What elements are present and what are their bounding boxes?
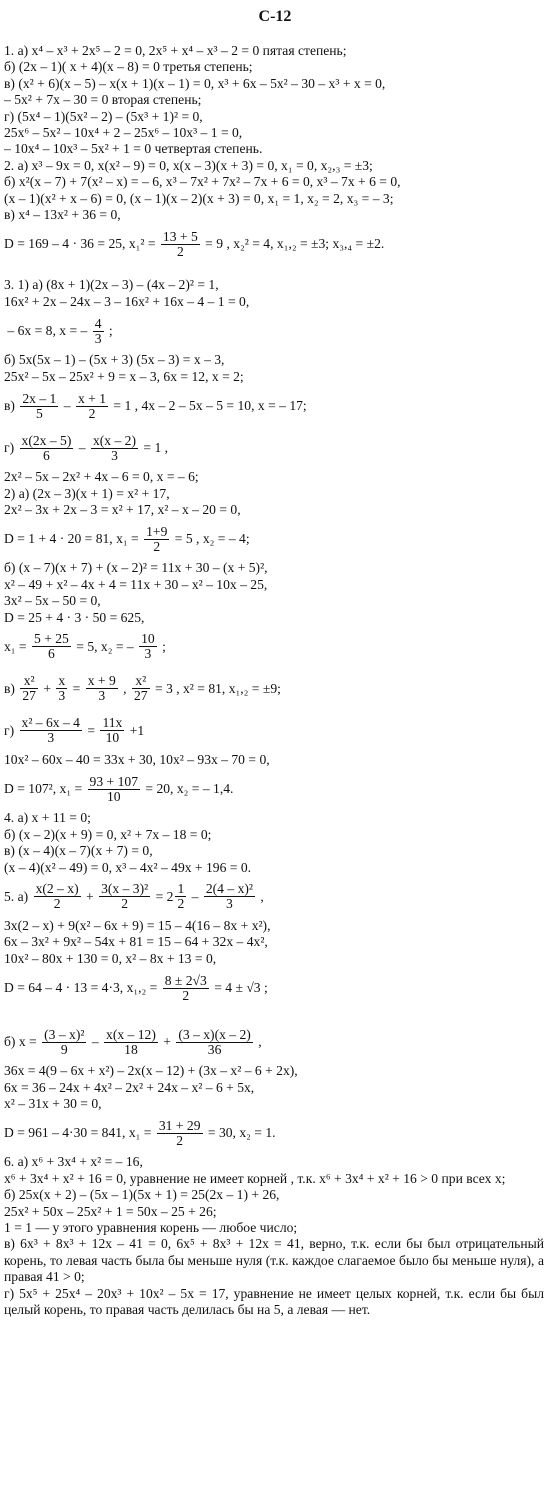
- denominator: 18: [124, 1041, 138, 1057]
- line: 2x² – 3x + 2x – 3 = x² + 17, x² – x – 20 = 0,: [4, 501, 241, 517]
- denominator: 3: [58, 688, 66, 704]
- line: 3x(2 – x) + 9(x² – 6x + 9) = 15 – 4(16 – 8x + x²),: [4, 917, 271, 933]
- text: г): [4, 722, 18, 738]
- text: =: [69, 680, 84, 696]
- numerator: (3 – x)(x – 2): [178, 1026, 251, 1042]
- denominator: 3: [226, 896, 233, 912]
- line: 25x⁶ – 5x² – 10x⁴ + 2 – 25x⁶ – 10x³ – 1 = 0,: [4, 125, 243, 141]
- text: ,: [256, 888, 264, 904]
- numerator: 3(x – 3)²: [101, 881, 149, 897]
- text: –: [188, 888, 202, 904]
- text: –: [60, 398, 74, 414]
- text: +: [39, 680, 55, 696]
- denominator: 36: [207, 1041, 222, 1057]
- formula-line: [4, 967, 544, 1009]
- fraction: [139, 632, 157, 661]
- line: 36x = 4(9 – 6x + x²) – 2x(x – 12) + (3x – x² – 6 + 2x),: [4, 1063, 298, 1079]
- denominator: 27: [22, 688, 36, 704]
- numerator: 8 ± 2√3: [164, 972, 207, 988]
- numerator: x² – 6x – 4: [21, 715, 80, 731]
- numerator: 13 + 5: [162, 228, 198, 244]
- formula-line: [4, 385, 544, 427]
- line: 10x² – 60x – 40 = 33x + 30, 10x² – 93x – 70 = 0,: [4, 751, 270, 767]
- line: в) (x – 4)(x – 7)(x + 7) = 0,: [4, 843, 153, 859]
- formula-line: [4, 768, 544, 810]
- line: 3. 1) а) (8x + 1)(2x – 3) – (4x – 2)² = 1,: [4, 277, 219, 293]
- fraction: [176, 1028, 252, 1057]
- fraction: [204, 882, 255, 911]
- text: D = 169 – 4 · 36 = 25, x₁² =: [4, 236, 159, 252]
- fraction: [34, 882, 81, 911]
- text: г): [4, 440, 18, 456]
- text: = 3 , x² = 81, x₁,₂ = ±9;: [151, 680, 281, 696]
- line: б) x²(x – 7) + 7(x² – x) = – 6, x³ – 7x² + 7x² – 7x + 6 = 0, x³ – 7x + 6 = 0,: [4, 174, 401, 190]
- line: в) x⁴ – 13x² + 36 = 0,: [4, 207, 121, 223]
- paragraph: x⁶ + 3x⁴ + x² + 16 = 0, уравнение не имеет корней , т.к. x⁶ + 3x⁴ + x² + 16 > 0 при всех x;: [4, 1170, 506, 1186]
- line: (x – 4)(x² – 49) = 0, x³ – 4x² – 49x + 196 = 0.: [4, 859, 252, 875]
- numerator: 1: [177, 881, 185, 897]
- text: = 5, x₂ = –: [72, 638, 138, 654]
- numerator: 1+9: [146, 523, 168, 539]
- numerator: x(x – 12): [106, 1026, 156, 1042]
- fraction: [91, 434, 138, 463]
- text: = 9 , x₂² = 4, x₁,₂ = ±3; x₃,₄ = ±2.: [201, 236, 385, 252]
- line: 25x² – 5x – 25x² + 9 = x – 3, 6x = 12, x = 2;: [4, 368, 244, 384]
- fraction: [56, 674, 67, 703]
- denominator: 9: [60, 1041, 68, 1057]
- numerator: 2(4 – x)²: [205, 881, 253, 897]
- formula-line: [4, 668, 544, 710]
- numerator: x²: [20, 674, 38, 689]
- numerator: x + 1: [77, 390, 106, 406]
- denominator: 5: [35, 405, 43, 421]
- denominator: 3: [47, 730, 55, 746]
- numerator: x(x – 2): [92, 432, 136, 448]
- numerator: 31 + 29: [158, 1117, 201, 1133]
- formula-line: [4, 223, 544, 265]
- text: –: [75, 440, 89, 456]
- fraction: [20, 392, 58, 421]
- text: ;: [105, 323, 113, 339]
- line: 2x² – 5x – 2x² + 4x – 6 = 0, x = – 6;: [4, 469, 199, 485]
- text: – 6x = 8, x = –: [4, 323, 91, 339]
- text: +1: [126, 722, 145, 738]
- numerator: 5 + 25: [34, 631, 69, 647]
- numerator: 2x – 1: [22, 390, 57, 406]
- text: = 1 ,: [140, 440, 169, 456]
- numerator: x(2 – x): [35, 881, 79, 897]
- line: 10x² – 80x + 130 = 0, x² – 8x + 13 = 0,: [4, 950, 217, 966]
- text: 5. а): [4, 888, 32, 904]
- fraction: [161, 230, 200, 259]
- fraction: [157, 1119, 203, 1148]
- denominator: 3: [98, 688, 106, 704]
- fraction: [42, 1028, 86, 1057]
- solutions-body: [4, 43, 544, 1318]
- fraction: [93, 317, 104, 346]
- formula-line: [4, 876, 544, 918]
- text: = 4 ± √3 ;: [210, 980, 268, 996]
- formula-line: [4, 518, 544, 560]
- text: D = 64 – 4 · 13 = 4·3, x₁,₂ =: [4, 980, 161, 996]
- text: б) x =: [4, 1034, 41, 1050]
- fraction: [88, 775, 140, 804]
- numerator: 11x: [102, 715, 123, 731]
- numerator: 93 + 107: [89, 773, 138, 789]
- paragraph: г) 5x⁵ + 25x⁴ – 20x³ + 10x² – 5x = 17, уравнение не имеет целых корней, т.к. если бы был целый корень, то правая часть делилась бы на 5, а левая — нет.: [4, 1285, 544, 1318]
- line: 6. а) x⁶ + 3x⁴ + x² = – 16,: [4, 1154, 143, 1170]
- text: D = 1 + 4 · 20 = 81, x₁ =: [4, 531, 143, 547]
- text: = 20, x₂ = – 1,4.: [142, 781, 234, 797]
- numerator: 4: [94, 315, 102, 331]
- denominator: 2: [121, 896, 129, 912]
- fraction: [99, 882, 150, 911]
- line: 6x = 36 – 24x + 4x² – 2x² + 24x – x² – 6 + 5x,: [4, 1079, 255, 1095]
- denominator: 2: [182, 987, 190, 1003]
- denominator: 2: [53, 896, 61, 912]
- denominator: 2: [153, 538, 161, 554]
- numerator: x(2x – 5): [21, 432, 72, 448]
- line: x² – 49 + x² – 4x + 4 = 11x + 30 – x² – 10x – 25,: [4, 576, 268, 592]
- fraction: [32, 632, 71, 661]
- line: б) 25x(x + 2) – (5x – 1)(5x + 1) = 25(2x – 1) + 26,: [4, 1187, 280, 1203]
- line: 25x² + 50x – 25x² + 1 = 50x – 25 + 26;: [4, 1203, 217, 1219]
- line: б) (x – 7)(x + 7) + (x – 2)² = 11x + 30 – (x + 5)²,: [4, 560, 268, 576]
- fraction: [20, 434, 74, 463]
- formula-line: [4, 427, 544, 469]
- formula-line: [4, 310, 544, 352]
- line: 2. а) x³ – 9x = 0, x(x² – 9) = 0, x(x – 3)(x + 3) = 0, x₁ = 0, x₂,₃ = ±3;: [4, 157, 373, 173]
- paragraph: в) 6x³ + 8x³ + 12x – 41 = 0, 6x⁵ + 8x³ + 12x = 41, верно, т.к. если бы был отрицательный корень, то левая часть была бы меньше нуля (т.к. каждое слагаемое было бы меньше нуля), а правая 41 > 0;: [4, 1236, 544, 1285]
- denominator: 10: [105, 730, 120, 746]
- fraction: [100, 716, 124, 745]
- line: 3x² – 5x – 50 = 0,: [4, 593, 101, 609]
- text: ,: [119, 680, 130, 696]
- denominator: 2: [88, 405, 96, 421]
- text: = 30, x₂ = 1.: [204, 1125, 276, 1141]
- line: г) (5x⁴ – 1)(5x² – 2) – (5x³ + 1)² = 0,: [4, 108, 203, 124]
- line: б) (x – 2)(x + 9) = 0, x² + 7x – 18 = 0;: [4, 826, 212, 842]
- line: б) 5x(5x – 1) – (5x + 3) (5x – 3) = x – 3,: [4, 352, 225, 368]
- denominator: 6: [43, 447, 50, 463]
- text: +: [159, 1034, 175, 1050]
- numerator: x + 9: [87, 673, 116, 689]
- formula-line: [4, 1021, 544, 1063]
- denominator: 2: [177, 896, 185, 912]
- denominator: 2: [176, 1132, 184, 1148]
- text: D = 107², x₁ =: [4, 781, 86, 797]
- text: ,: [254, 1034, 262, 1050]
- denominator: 6: [48, 646, 55, 662]
- line: в) (x² + 6)(x – 5) – x(x + 1)(x – 1) = 0, x³ + 6x – 5x² – 30 – x³ + x = 0,: [4, 75, 386, 91]
- denominator: 3: [111, 447, 118, 463]
- fraction: [86, 674, 118, 703]
- fraction: [175, 882, 186, 911]
- fraction: [132, 674, 150, 703]
- line: D = 25 + 4 · 3 · 50 = 625,: [4, 609, 145, 625]
- text: x₁ =: [4, 638, 30, 654]
- formula-line: [4, 626, 544, 668]
- fraction: [20, 716, 82, 745]
- denominator: 10: [106, 788, 121, 804]
- text: = 1 , 4x – 2 – 5x – 5 = 10, x = – 17;: [110, 398, 307, 414]
- numerator: x: [58, 673, 66, 689]
- line: – 10x⁴ – 10x³ – 5x² + 1 = 0 четвертая степень.: [4, 141, 263, 157]
- line: x² – 31x + 30 = 0,: [4, 1096, 102, 1111]
- line: 16x² + 2x – 24x – 3 – 16x² + 16x – 4 – 1 = 0,: [4, 293, 250, 309]
- line: 6x – 3x² + 9x² – 54x + 81 = 15 – 64 + 32x – 4x²,: [4, 934, 268, 950]
- line: – 5x² + 7x – 30 = 0 вторая степень;: [4, 92, 202, 108]
- text: –: [88, 1034, 103, 1050]
- line: 2) а) (2x – 3)(x + 1) = x² + 17,: [4, 485, 170, 501]
- fraction: [163, 974, 209, 1003]
- text: D = 961 – 4·30 = 841, x₁ =: [4, 1125, 155, 1141]
- denominator: 3: [144, 646, 152, 662]
- denominator: 2: [176, 243, 184, 259]
- fraction: [144, 525, 169, 554]
- numerator: (3 – x)²: [44, 1026, 85, 1042]
- line: 1 = 1 — у этого уравнения корень — любое число;: [4, 1220, 298, 1236]
- text: =: [83, 722, 99, 738]
- text: = 2: [152, 888, 174, 904]
- line: 4. а) x + 11 = 0;: [4, 810, 91, 826]
- numerator: x²: [132, 674, 150, 689]
- text: = 5 , x₂ = – 4;: [171, 531, 250, 547]
- text: в): [4, 398, 19, 414]
- text: ;: [158, 638, 166, 654]
- numerator: 10: [141, 631, 155, 647]
- denominator: 27: [133, 688, 148, 704]
- text: в): [4, 680, 19, 696]
- fraction: [104, 1028, 158, 1057]
- formula-line: [4, 1112, 544, 1154]
- line: б) (2x – 1)( x + 4)(x – 8) = 0 третья степень;: [4, 59, 253, 75]
- fraction: [76, 392, 108, 421]
- fraction: [20, 674, 38, 703]
- line: (x – 1)(x² + x – 6) = 0, (x – 1)(x – 2)(x + 3) = 0, x₁ = 1, x₂ = 2, x₃ = – 3;: [4, 190, 394, 206]
- page-title: С-12: [258, 8, 292, 25]
- line: 1. а) x⁴ – x³ + 2x⁵ – 2 = 0, 2x⁵ + x⁴ – x³ – 2 = 0 пятая степень;: [4, 43, 347, 58]
- text: +: [82, 888, 98, 904]
- formula-line: [4, 710, 544, 752]
- denominator: 3: [94, 330, 102, 346]
